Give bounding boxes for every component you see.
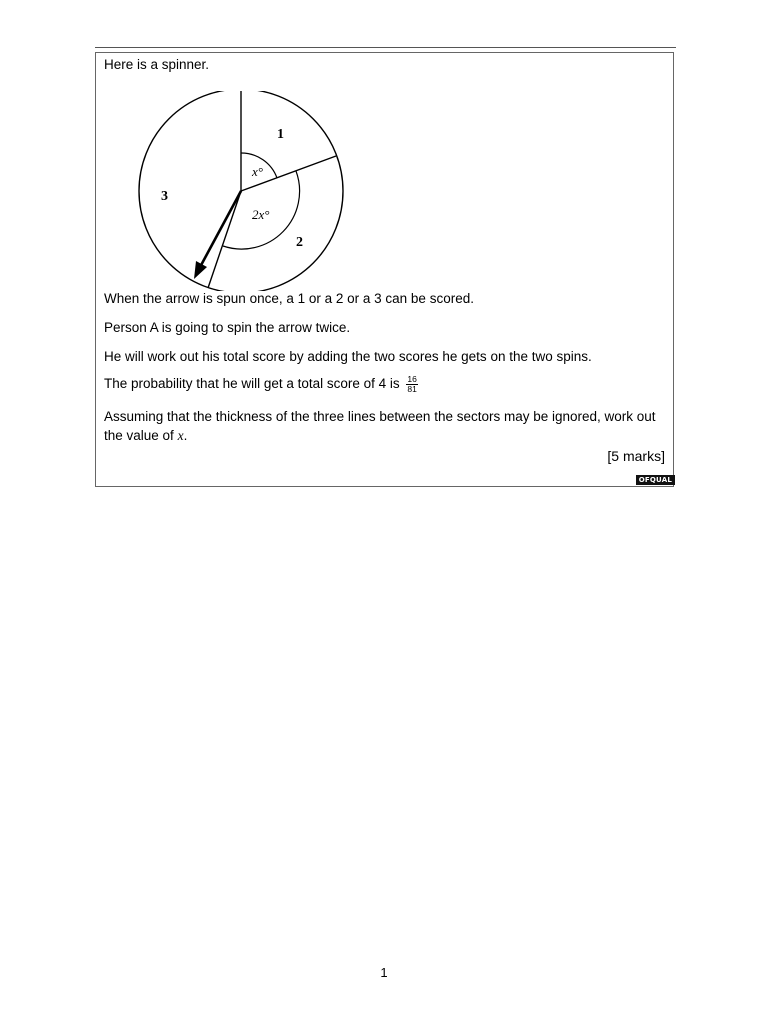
angle-label-large: 2x°: [252, 207, 270, 222]
line-total-score: He will work out his total score by adding the two scores he gets on the two spins.: [104, 349, 592, 364]
spinner-diagram: [136, 91, 356, 291]
angle-label-small: x°: [252, 164, 263, 179]
fraction-numerator: 16: [407, 374, 417, 384]
line-assuming: Assuming that the thickness of the three lines between the sectors may be ignored, work out: [104, 409, 656, 424]
period: .: [183, 428, 188, 443]
fraction-denominator: 81: [407, 384, 417, 394]
line-spin-once: When the arrow is spun once, a 1 or a 2 or a 3 can be scored.: [104, 291, 474, 306]
sector-label-2: 2: [296, 235, 303, 250]
probability-text: The probability that he will get a total score of 4 is: [104, 376, 400, 392]
top-rule: [95, 47, 676, 48]
intro-text: Here is a spinner.: [104, 57, 210, 72]
sector-line-bottom: [208, 191, 241, 288]
line-value-of-x: [104, 428, 187, 444]
value-of-text: the value of: [104, 428, 174, 443]
marks-label: [5 marks]: [607, 448, 665, 464]
page-number: 1: [380, 965, 388, 980]
arrow-head-icon: [194, 261, 207, 279]
sector-label-3: 3: [161, 189, 168, 204]
spinner-arrow: [199, 191, 241, 269]
line-spin-twice: Person A is going to spin the arrow twice.: [104, 320, 351, 335]
question-box: [95, 52, 674, 487]
probability-fraction: [406, 375, 417, 394]
line-probability: [104, 375, 418, 394]
ofqual-logo: OFQUAL: [636, 475, 675, 485]
sector-label-1: 1: [277, 127, 284, 142]
variable-x: x: [177, 428, 184, 443]
